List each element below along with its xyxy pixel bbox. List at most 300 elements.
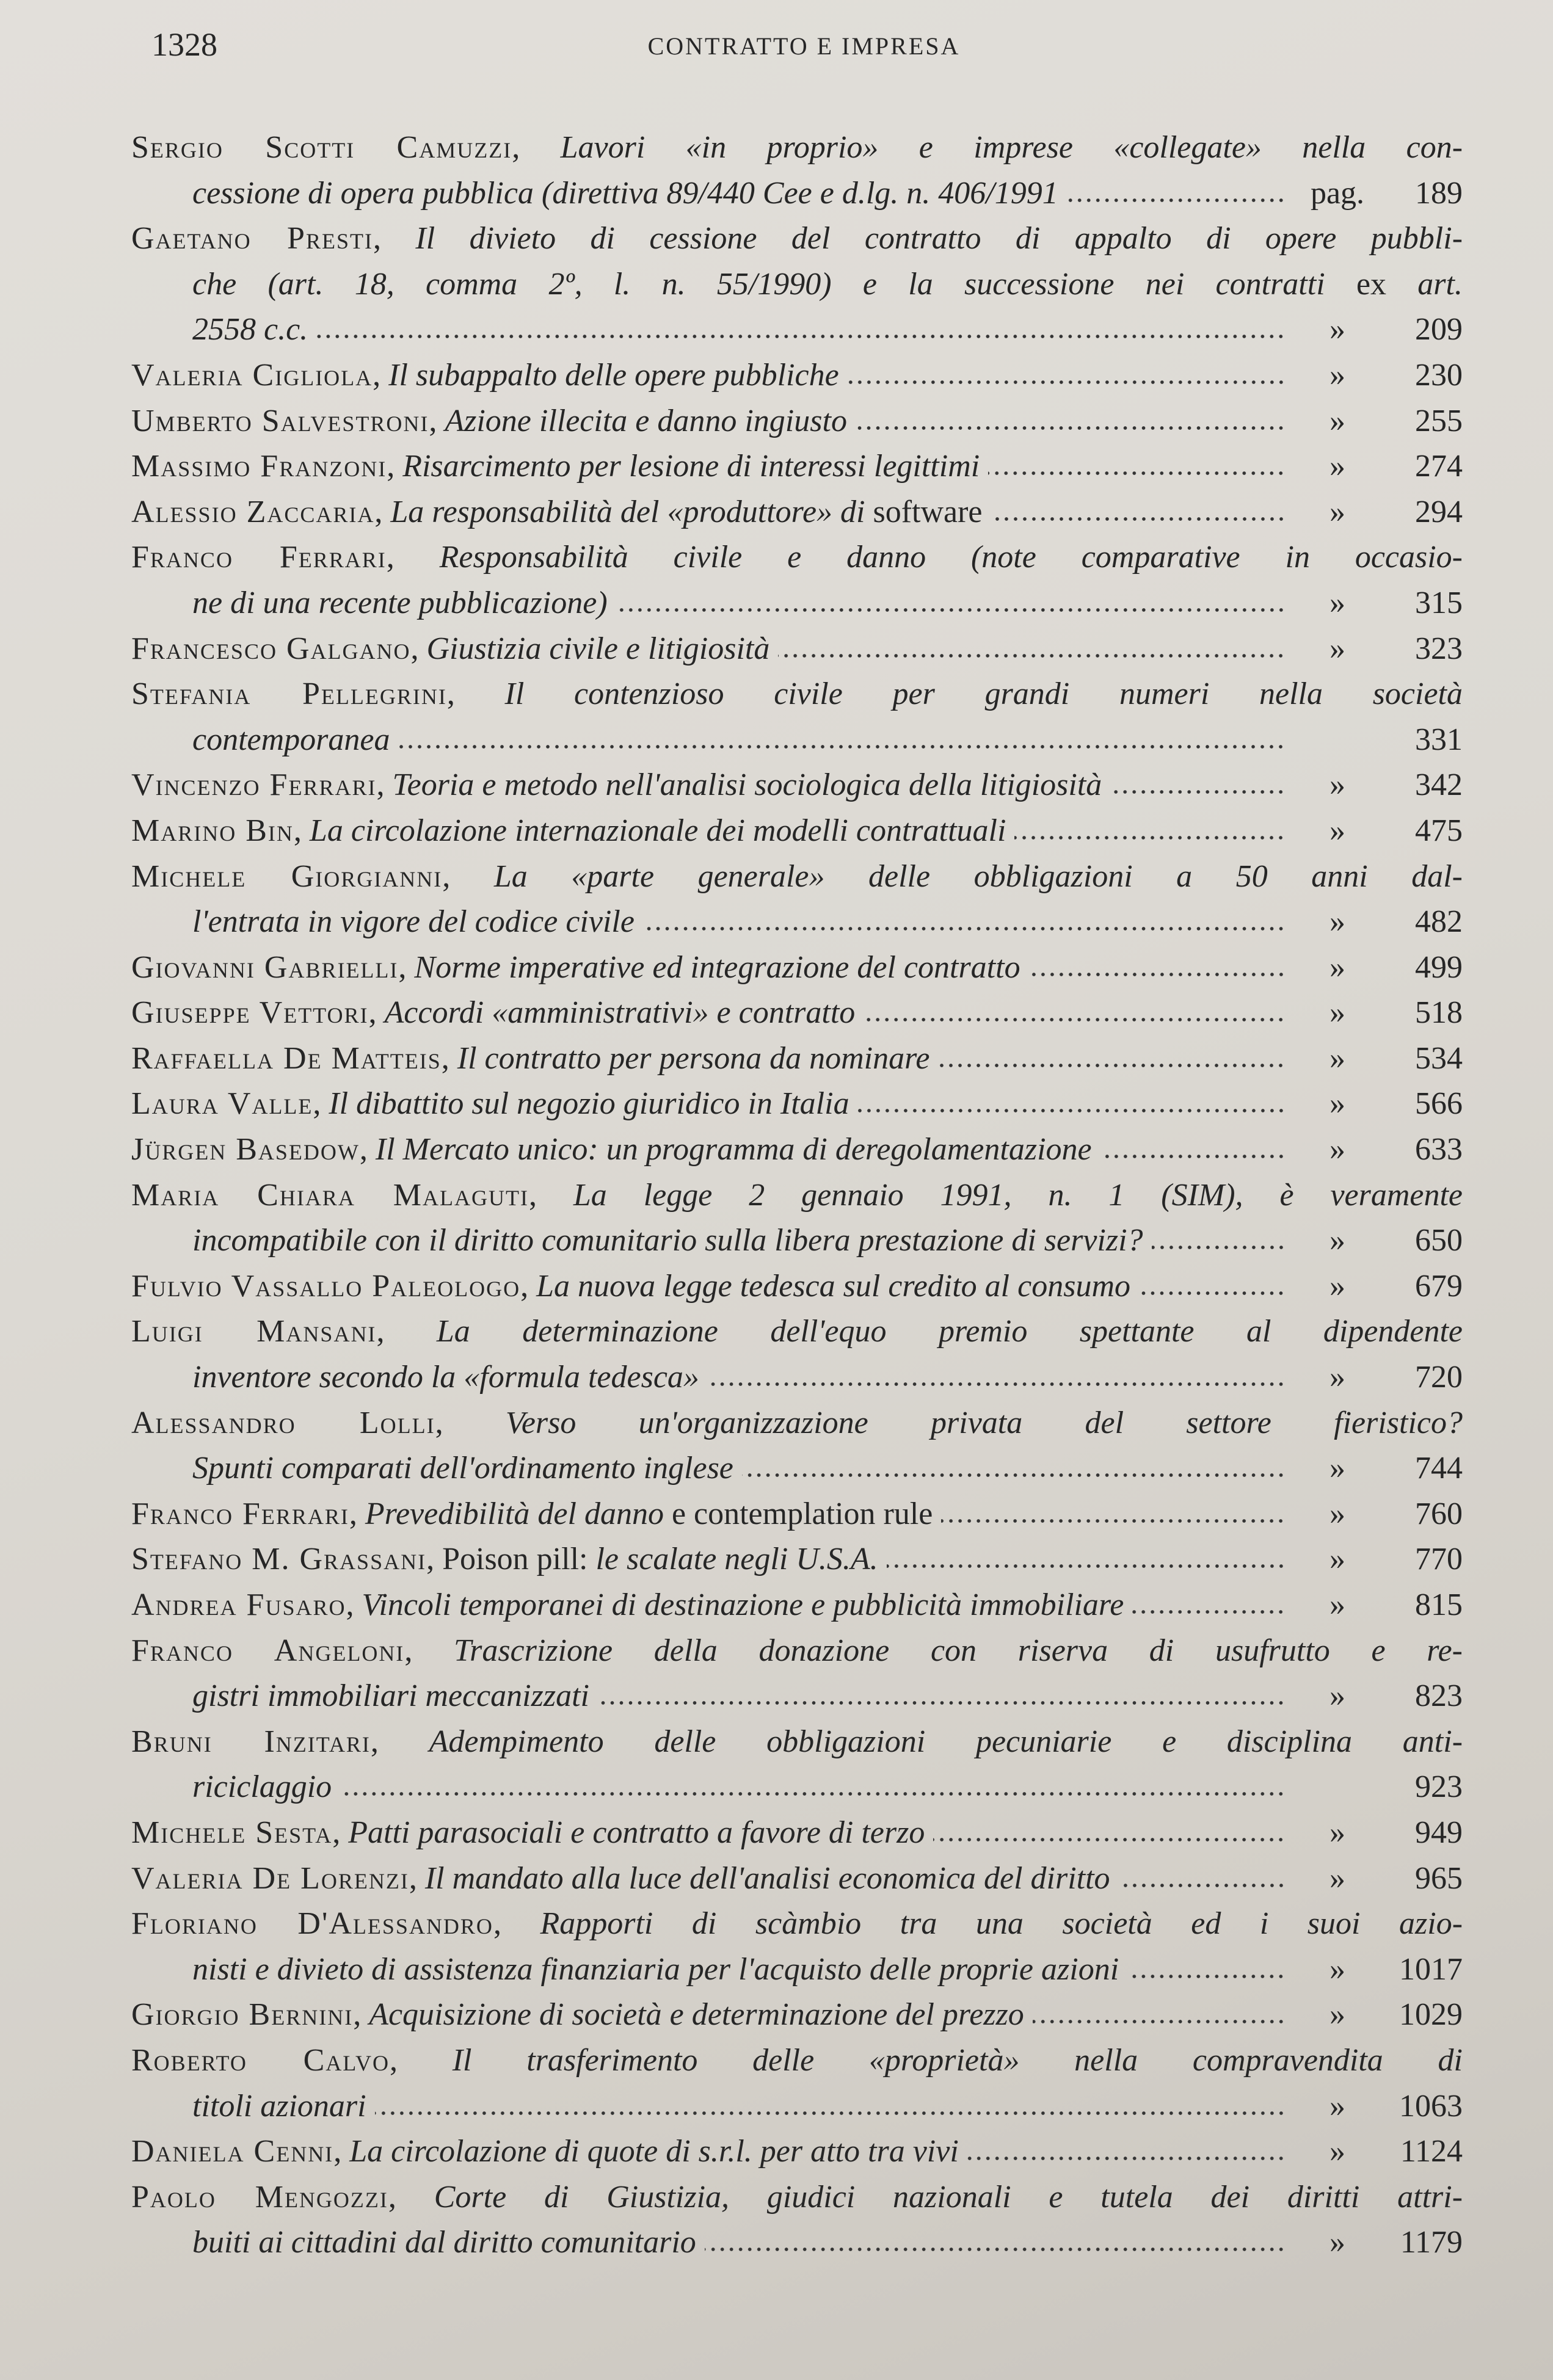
entry-title: titoli azionari [192,2088,366,2124]
dot-leader [1033,2019,1286,2025]
entry-title: che (art. 18, comma 2º, l. n. 55/1990) e la successione nei contratti [192,266,1356,302]
page-marker: » [1329,403,1345,438]
entry-page: 679 [1415,1268,1463,1304]
page-number: 1328 [151,26,217,63]
toc-line [131,444,1463,490]
entry-author: Sergio Scotti Camuzzi , [131,130,520,165]
entry-author: Floriano D'Alessandro , [131,1906,501,1941]
toc-line [131,1947,1463,1993]
toc-line [131,125,1463,171]
entry-text [192,307,308,353]
toc-line [131,1992,1463,2038]
page-marker: » [1329,1360,1345,1395]
entry-author: Raffaella De Matteis , [131,1041,449,1076]
entry-page: 815 [1415,1587,1463,1622]
entry-page: 1179 [1400,2225,1463,2260]
toc-entry[interactable] [131,353,1463,399]
entry-page: 566 [1415,1086,1463,1122]
entry-author: Gaetano Presti , [131,221,381,256]
entry-text [131,808,1006,854]
entry-text [131,945,1020,991]
entry-title: riciclaggio [192,1769,332,1805]
page-marker: » [1329,1132,1345,1167]
page-marker: » [1329,813,1345,848]
dot-leader [1067,197,1286,203]
page-marker: » [1329,1223,1345,1258]
entry-author: Massimo Franzoni , [131,449,395,484]
entry-text [192,2084,366,2130]
toc-entry[interactable] [131,1856,1463,1902]
entry-title: nisti e divieto di assistenza finanziaria per l'acquisto delle proprie azioni [192,1951,1119,1987]
toc-entry[interactable] [131,1583,1463,1628]
page-marker: » [1329,1268,1345,1304]
entry-author: Andrea Fusaro , [131,1587,354,1622]
entry-title: Trascrizione della donazione con riserva di usufrutto e re- [454,1633,1463,1668]
toc-line [131,535,1463,581]
dot-leader [887,1563,1286,1569]
toc-entry[interactable] [131,1901,1463,1992]
toc-entry[interactable] [131,2175,1463,2266]
entry-author: Giovanni Gabrielli , [131,950,406,985]
entry-text [192,581,608,626]
toc-line [131,2084,1463,2130]
entry-page: 1063 [1399,2088,1463,2124]
toc-entry[interactable] [131,990,1463,1036]
entry-page: 965 [1415,1860,1463,1896]
entry-title: Corte di Giustizia, giudici nazionali e tutela dei diritti attri- [434,2179,1463,2215]
entry-text [131,2038,1463,2084]
toc-entry[interactable] [131,808,1463,854]
entry-page: 534 [1415,1040,1463,1076]
entry-page: 1124 [1400,2134,1463,2169]
toc-entry[interactable] [131,626,1463,672]
entry-author: Umberto Salvestroni , [131,404,437,438]
toc-line [131,1355,1463,1401]
entry-title-roman: software [873,494,983,529]
entry-text [131,2175,1463,2221]
dot-leader [1132,1609,1286,1615]
toc-line [131,2129,1463,2175]
dot-leader [598,1700,1286,1706]
toc-entry[interactable] [131,1628,1463,1719]
toc-entry[interactable] [131,1537,1463,1583]
entry-title: La nuova legge tedesca sul credito al consumo [536,1268,1131,1304]
toc-entry[interactable] [131,216,1463,353]
entry-text [192,1218,1143,1264]
toc-entry[interactable] [131,1081,1463,1127]
entry-text [131,535,1463,581]
entry-text [131,1856,1110,1902]
entry-text [131,1036,929,1082]
entry-title: La circolazione internazionale dei modelli contrattuali [309,813,1006,848]
entry-title: incompatibile con il diritto comunitario sulla libera prestazione di servizi? [192,1223,1143,1258]
entry-page: 230 [1415,357,1463,393]
dot-leader [864,1017,1286,1023]
page-marker: » [1329,585,1345,620]
entry-page: 823 [1415,1678,1463,1714]
entry-title: contemporanea [192,722,390,757]
entry-page: 760 [1415,1496,1463,1531]
toc-entry[interactable] [131,1127,1463,1173]
entry-author: Stefania Pellegrini , [131,677,455,711]
dot-leader [708,1381,1286,1387]
page-marker: » [1329,2088,1345,2124]
entry-text [192,171,1058,217]
page-marker: » [1329,949,1345,985]
toc-entry[interactable] [131,490,1463,535]
dot-leader [616,607,1286,613]
entry-title: inventore secondo la «formula tedesca» [192,1360,699,1395]
toc-line [131,1036,1463,1082]
entry-title: La circolazione di quote di s.r.l. per atto tra vivi [349,2134,959,2169]
page-marker: » [1329,494,1345,529]
toc-line [131,2175,1463,2221]
entry-page: 209 [1415,312,1463,347]
dot-leader [778,653,1286,659]
entry-text [192,262,1463,308]
entry-text [131,1081,849,1127]
entry-title: Il divieto di cessione del contratto di appalto di opere pubbli- [415,221,1463,256]
toc-line [131,171,1463,217]
page-marker: » [1329,449,1345,484]
entry-text [131,854,1463,900]
dot-leader [1014,835,1286,841]
entry-title: Responsabilità civile e danno (note comparative in occasio- [439,540,1463,575]
entry-title: Norme imperative ed integrazione del contratto [414,949,1020,985]
dot-leader [856,425,1286,431]
entry-page: 482 [1415,904,1463,940]
entry-title: le scalate negli U.S.A. [587,1542,878,1577]
toc-entry[interactable] [131,1992,1463,2038]
page-marker: » [1329,312,1345,347]
dot-leader [938,1062,1286,1068]
entry-page: 499 [1415,949,1463,985]
entry-title: Giustizia civile e litigiosità [426,631,770,666]
page-marker: » [1329,1451,1345,1486]
page-marker: » [1329,357,1345,393]
page-marker: » [1329,1496,1345,1531]
entry-text [131,1173,1463,1219]
page-marker: » [1329,1678,1345,1714]
entry-page: 342 [1415,767,1463,803]
dot-leader [1100,1153,1286,1159]
dot-leader [742,1472,1286,1478]
toc-line [131,1674,1463,1719]
entry-title: Risarcimento per lesione di interessi legittimi [402,449,980,484]
page-marker: » [1329,2225,1345,2260]
entry-title: art. [1386,266,1463,302]
entry-page: 949 [1415,1815,1463,1850]
entry-text [192,899,635,945]
toc-line [131,626,1463,672]
entry-author: Luigi Mansani , [131,1314,384,1349]
entry-text [192,1674,589,1719]
dot-leader [1139,1290,1286,1296]
entry-title-roman: ex [1356,266,1387,302]
page-marker: » [1329,767,1345,803]
toc-entry[interactable] [131,1810,1463,1856]
entry-text [192,1446,733,1492]
page-marker: » [1329,1542,1345,1577]
toc-line [131,1309,1463,1355]
toc-entry[interactable] [131,672,1463,763]
toc-line [131,1719,1463,1765]
toc-line [131,990,1463,1036]
entry-title: Spunti comparati dell'ordinamento inglese [192,1451,733,1486]
entry-title: Rapporti di scàmbio tra una società ed i suoi azio- [540,1906,1463,1942]
page-marker: » [1329,904,1345,940]
entry-page: 770 [1415,1542,1463,1577]
entry-page: 1017 [1399,1951,1463,1987]
dot-leader [933,1837,1286,1843]
entry-author: Maria Chiara Malaguti , [131,1178,537,1213]
dot-leader [705,2246,1286,2252]
entry-title: l'entrata in vigore del codice civile [192,904,635,940]
entry-text [131,1127,1092,1173]
toc-line [131,945,1463,991]
toc-line [131,899,1463,945]
toc-line [131,1810,1463,1856]
entry-author: Marino Bin , [131,813,302,848]
toc-line [131,1492,1463,1537]
entry-page: 294 [1415,494,1463,529]
table-of-contents [131,125,1463,2266]
toc-line [131,1446,1463,1492]
entry-title: Acquisizione di società e determinazione del prezzo [369,1997,1024,2033]
entry-page: 189 [1415,175,1463,211]
dot-leader [398,744,1286,750]
toc-line [131,1901,1463,1947]
entry-title: Vincoli temporanei di destinazione e pubblicità immobiliare [362,1587,1124,1622]
entry-author: Roberto Calvo , [131,2043,398,2078]
page-marker: » [1329,631,1345,666]
entry-title: Azione illecita e danno ingiusto [445,403,847,438]
toc-line [131,1856,1463,1902]
entry-author: Franco Ferrari , [131,1497,357,1531]
toc-line [131,1081,1463,1127]
entry-author: Valeria Cigliola , [131,358,380,393]
entry-title: cessione di opera pubblica (direttiva 89/440 Cee e d.lg. n. 406/1991 [192,175,1058,211]
entry-author: Daniela Cenni , [131,2134,341,2169]
toc-line [131,717,1463,763]
toc-line [131,2038,1463,2084]
entry-author: Giorgio Bernini , [131,1997,361,2032]
entry-title: La «parte generale» delle obbligazioni a 50 anni dal- [493,858,1463,894]
entry-author: Laura Valle , [131,1086,321,1121]
toc-entry[interactable] [131,535,1463,626]
entry-title: La legge 2 gennaio 1991, n. 1 (SIM), è veramente [573,1177,1463,1213]
entry-title: ne di una recente pubblicazione) [192,585,608,620]
toc-line [131,1537,1463,1583]
toc-entry[interactable] [131,1264,1463,1310]
entry-title: La determinazione dell'equo premio spettante al dipendente [436,1314,1463,1349]
page-marker: » [1329,1860,1345,1896]
entry-title: Teoria e metodo nell'analisi sociologica della litigiosità [392,767,1102,803]
toc-line [131,854,1463,900]
entry-text [131,1583,1124,1628]
toc-line [131,399,1463,444]
entry-page: 720 [1415,1360,1463,1395]
entry-title: Patti parasociali e contratto a favore di terzo [348,1815,925,1850]
entry-author: Valeria De Lorenzi , [131,1861,417,1896]
dot-leader [375,2110,1286,2116]
toc-entry[interactable] [131,125,1463,216]
entry-title: Lavori «in proprio» e imprese «collegate» nella con- [560,130,1463,165]
entry-text [192,2220,696,2266]
entry-author: Michele Giorgianni , [131,859,450,894]
entry-text [131,1537,878,1583]
page-marker: » [1329,1040,1345,1076]
entry-page: 274 [1415,449,1463,484]
entry-text [131,125,1463,171]
page-marker: » [1329,1997,1345,2033]
toc-entry[interactable] [131,854,1463,945]
entry-text [131,399,847,444]
entry-title: Il Mercato unico: un programma di deregolamentazione [375,1132,1092,1167]
entry-title: buiti ai cittadini dal diritto comunitario [192,2225,696,2260]
toc-line [131,1173,1463,1219]
toc-line [131,490,1463,535]
page-marker: » [1329,1587,1345,1622]
entry-page: 323 [1415,631,1463,666]
entry-title: 2558 c.c. [192,312,308,347]
entry-text [131,1309,1463,1355]
entry-title: Accordi «amministrativi» e contratto [384,995,856,1031]
entry-text [131,1810,925,1856]
entry-author: Francesco Galgano , [131,631,419,666]
toc-entry[interactable] [131,1036,1463,1082]
entry-text [131,1401,1463,1446]
dot-leader [991,516,1286,522]
toc-entry[interactable] [131,1401,1463,1492]
entry-page: 475 [1415,813,1463,848]
entry-text [131,2129,959,2175]
dot-leader [941,1518,1286,1524]
dot-leader [316,333,1286,339]
toc-line [131,1218,1463,1264]
entry-author: Franco Angeloni , [131,1633,412,1668]
toc-line [131,262,1463,308]
entry-author: Franco Ferrari , [131,540,395,575]
dot-leader [1119,1882,1286,1888]
page-marker: » [1329,995,1345,1031]
toc-entry[interactable] [131,2129,1463,2175]
page-marker: » [1329,2134,1345,2169]
entry-text [131,1492,933,1537]
entry-text [131,1992,1024,2038]
entry-title: Il trasferimento delle «proprietà» nella compravendita di [452,2042,1463,2078]
toc-entry[interactable] [131,399,1463,444]
entry-author: Alessio Zaccaria , [131,495,382,529]
dot-leader [1110,789,1286,795]
entry-author: Alessandro Lolli , [131,1406,443,1440]
toc-entry[interactable] [131,1492,1463,1537]
entry-page: 633 [1415,1132,1463,1167]
entry-title-roman: Poison pill: [442,1542,588,1577]
dot-leader [1152,1244,1286,1250]
toc-entry[interactable] [131,1719,1463,1810]
dot-leader [858,1108,1286,1114]
entry-text [192,1355,699,1401]
toc-line [131,1264,1463,1310]
entry-author: Stefano M. Grassani , [131,1542,434,1576]
toc-line [131,1401,1463,1446]
entry-page: 1029 [1399,1997,1463,2033]
entry-page: 255 [1415,403,1463,438]
entry-text [131,1719,1463,1765]
dot-leader [988,470,1286,476]
toc-line [131,2220,1463,2266]
toc-line [131,581,1463,626]
toc-entry[interactable] [131,444,1463,490]
entry-author: Vincenzo Ferrari , [131,767,384,802]
dot-leader [1029,971,1286,978]
page-marker: pag. [1310,175,1365,211]
entry-title: Il subappalto delle opere pubbliche [388,357,839,393]
entry-author: Paolo Mengozzi , [131,2180,396,2215]
entry-title: gistri immobiliari meccanizzati [192,1678,589,1714]
entry-title: Il contratto per persona da nominare [457,1040,930,1076]
entry-text [131,1628,1463,1674]
page-marker: » [1329,1086,1345,1122]
toc-line [131,1765,1463,1810]
entry-text [131,1264,1130,1310]
toc-line [131,353,1463,399]
entry-page: 923 [1415,1769,1463,1805]
entry-author: Jürgen Basedow , [131,1132,368,1167]
toc-line [131,1127,1463,1173]
toc-line [131,1628,1463,1674]
entry-page: 518 [1415,995,1463,1031]
toc-entry[interactable] [131,763,1463,808]
entry-text [131,990,855,1036]
entry-text [131,444,980,490]
entry-title: Il dibattito sul negozio giuridico in Italia [329,1086,849,1122]
entry-text [192,717,390,763]
entry-author: Bruni Inzitari , [131,1724,379,1759]
toc-entry[interactable] [131,1173,1463,1264]
page-marker: » [1329,1951,1345,1987]
entry-text [131,1901,1463,1947]
entry-page: 315 [1415,585,1463,620]
dot-leader [340,1791,1286,1797]
dot-leader [643,926,1286,932]
entry-text [131,763,1102,808]
toc-line [131,672,1463,717]
toc-entry[interactable] [131,945,1463,991]
entry-author: Giuseppe Vettori , [131,995,377,1030]
entry-text [131,216,1463,262]
toc-line [131,808,1463,854]
entry-title-roman: e contemplation rule [663,1496,933,1531]
toc-line [131,216,1463,262]
entry-page: 650 [1415,1223,1463,1258]
toc-entry[interactable] [131,2038,1463,2129]
dot-leader [1127,1973,1286,1979]
entry-title: Verso un'organizzazione privata del settore fieristico? [505,1405,1463,1440]
entry-title: La responsabilità del «produttore» di [390,494,873,529]
entry-title: Adempimento delle obbligazioni pecuniarie e disciplina anti- [429,1724,1463,1759]
entry-title: Prevedibilità del danno [365,1496,664,1531]
entry-page: 331 [1415,722,1463,757]
page-marker: » [1329,1815,1345,1850]
dot-leader [848,379,1286,385]
running-title: CONTRATTO E IMPRESA [647,32,961,60]
toc-entry[interactable] [131,1309,1463,1400]
entry-text [131,353,839,399]
entry-text [131,672,1463,717]
dot-leader [967,2155,1286,2161]
